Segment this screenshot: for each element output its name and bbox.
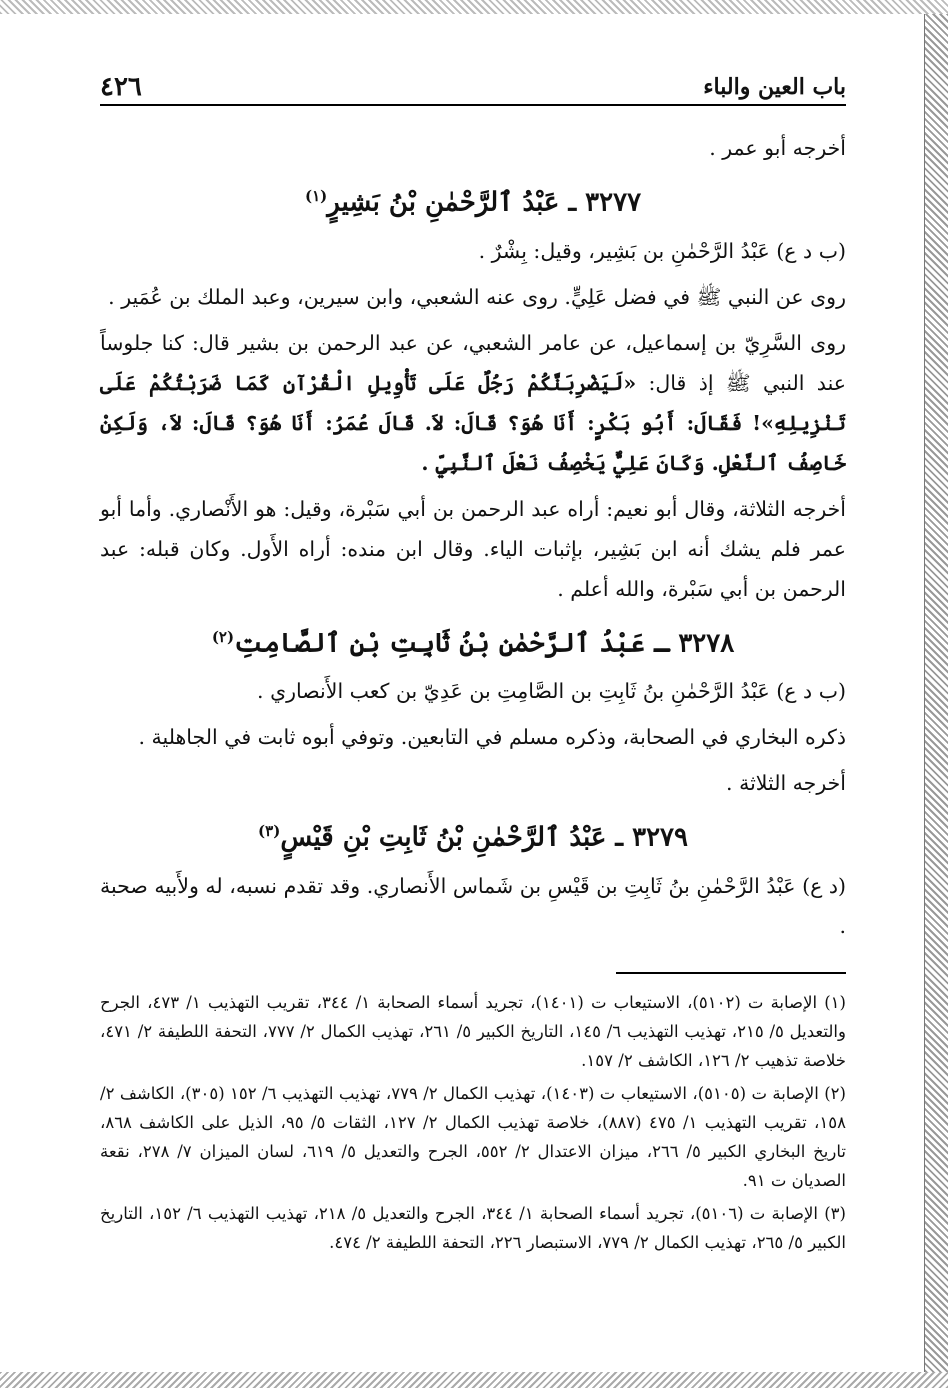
footnote: (١) الإصابة ت (٥١٠٢)، الاستيعاب ت (١٤٠١)، تجريد أسماء الصحابة ١/ ٣٤٤، تقريب التهذيب ١/ ٤٧٣، الجرح والتعديل ٥/ ٢١٥، تهذيب التهذيب ٦/ ١٤٥، التاريخ الكبير ٥/ ٢٦١، تهذيب الكمال ٢/ ٧٧٧، التحفة اللطيفة ٢/ ٤٧١، خلاصة تذهيب ٢/ ١٢٦، الكاشف ٢/ ١٥٧.	[100, 992, 846, 1070]
footnote: (٣) الإصابة ت (٥١٠٦)، تجريد أسماء الصحابة ١/ ٣٤٤، الجرح والتعديل ٥/ ٢١٨، تهذيب التهذيب ٦/ ١٥٢، التاريخ الكبير ٥/ ٢٦٥، تهذيب الكمال ٢/ ٧٧٩، الاستبصار ٢٢٦، التحفة اللطيفة ٢/ ٤٧٤.	[100, 1203, 846, 1252]
entry-title	[100, 617, 846, 664]
footnote-marker: (٢)	[211, 627, 235, 646]
footnote-separator	[616, 972, 846, 974]
body-text	[100, 128, 846, 946]
paragraph: (ب د ع) عَبْدُ الرَّحْمٰنِ بن بَشِير، وقيل: بِشْرٌ .	[478, 238, 846, 263]
hadith-quote: «لَيَضْرِبَنَّكُمْ رَجُلٌ عَلَى تَأْوِيلِ الْقُرْآنِ كَمَا ضَرَبْتُكُمْ عَلَى تَنْزِيلِهِ»! فَقَالَ: أَبُو بَكْرٍ: أَنَا هُوَ؟ قَالَ: لاَ. قَالَ عُمَرُ: أَنَا هُوَ؟ قَالَ: لاَ، وَلَكِنْ خَاصِفُ ٱلنَّعْلِ. وَكَانَ عَلِيٌّ يَخْصِفُ نَعْلَ ٱلنَّبِيِّ .	[100, 370, 846, 475]
footnote-marker: (١)	[304, 187, 328, 205]
book-page	[100, 70, 846, 1360]
entry-title	[100, 176, 846, 223]
narration-chain: روى السَّرِيّ بن إسماعيل، عن عامر الشعبي، عن عبد الرحمن بن بشير قال: كنا جلوساً عند النبي ﷺ إذ قال:	[100, 330, 846, 395]
paragraph: ذكره البخاري في الصحابة، وذكره مسلم في التابعين. وتوفي أبوه ثابت في الجاهلية .	[138, 725, 846, 750]
paragraph: أخرجه الثلاثة .	[726, 771, 846, 796]
paragraph: (ب د ع) عَبْدُ الرَّحْمٰنِ بنُ ثَابِتِ بن الصَّامِتِ بن عَدِيّ بن كعب الأَنصاري .	[257, 679, 846, 704]
entry-title-text: ٣٢٧٨ ـ عَبْدُ ٱلرَّحْمٰنِ بْنُ ثَابِتِ بْنِ ٱلصَّامِتِ	[234, 628, 735, 659]
footnote-marker: (٣)	[258, 822, 281, 841]
ornamental-border-top	[0, 0, 948, 14]
entry-title-text: ٣٢٧٩ ـ عَبْدُ ٱلرَّحْمٰنِ بْنُ ثَابِتِ بْنِ قَيْسٍ	[280, 822, 688, 853]
paragraph: أخرجه أبو عمر .	[709, 136, 846, 160]
page-number: ٤٢٦	[100, 72, 142, 102]
running-title: باب العين والباء	[703, 74, 846, 100]
paragraph: (د ع) عَبْدُ الرَّحْمٰنِ بنُ ثَابِتِ بن قَيْسِ بن شَماس الأَنصاري. وقد تقدم نسبه، له ولأَبيه صحبة .	[100, 873, 846, 938]
ornamental-border-right	[924, 14, 948, 1372]
page-header	[100, 70, 846, 106]
paragraph: روى عن النبي ﷺ في فضل عَلِيٍّ. روى عنه الشعبي، وابن سيرين، وعبد الملك بن عُمَير .	[108, 284, 846, 309]
entry-title-text: ٣٢٧٧ ـ عَبْدُ ٱلرَّحْمٰنِ بْنُ بَشِيرٍ	[327, 187, 642, 218]
paragraph: أخرجه الثلاثة، وقال أبو نعيم: أراه عبد الرحمن بن أبي سَبْرة، وقيل: هو الأَنْصاري. وأما أبو عمر فلم يشك أنه ابن بَشِير، بإثبات الياء. وقال ابن منده: أراه الأَول. وكان قبله: عبد الرحمن بن أبي سَبْرة، والله أعلم .	[100, 496, 846, 601]
entry-title	[100, 811, 846, 858]
footnote: (٢) الإصابة ت (٥١٠٥)، الاستيعاب ت (١٤٠٣)، تهذيب الكمال ٢/ ٧٧٩، تهذيب التهذيب ٦/ ١٥٢ (٣٠٥)، الكاشف ٢/ ١٥٨، تقريب التهذيب ١/ ٤٧٥ (٨٨٧)، خلاصة تهذيب الكمال ٢/ ١٢٧، الثقات ٥/ ٩٥، الذيل على الكاشف ٨٦٨، تاريخ البخاري الكبير ٥/ ٢٦٦، ميزان الاعتدال ٢/ ٥٥٢، الجرح والتعديل ٥/ ٦١٩، لسان الميزان ٧/ ٢٧٨، نقعة الصديان ت ٩١.	[100, 1083, 846, 1190]
paragraph-with-hadith	[100, 323, 846, 483]
footnotes	[100, 988, 846, 1257]
ornamental-border-bottom	[0, 1372, 948, 1388]
